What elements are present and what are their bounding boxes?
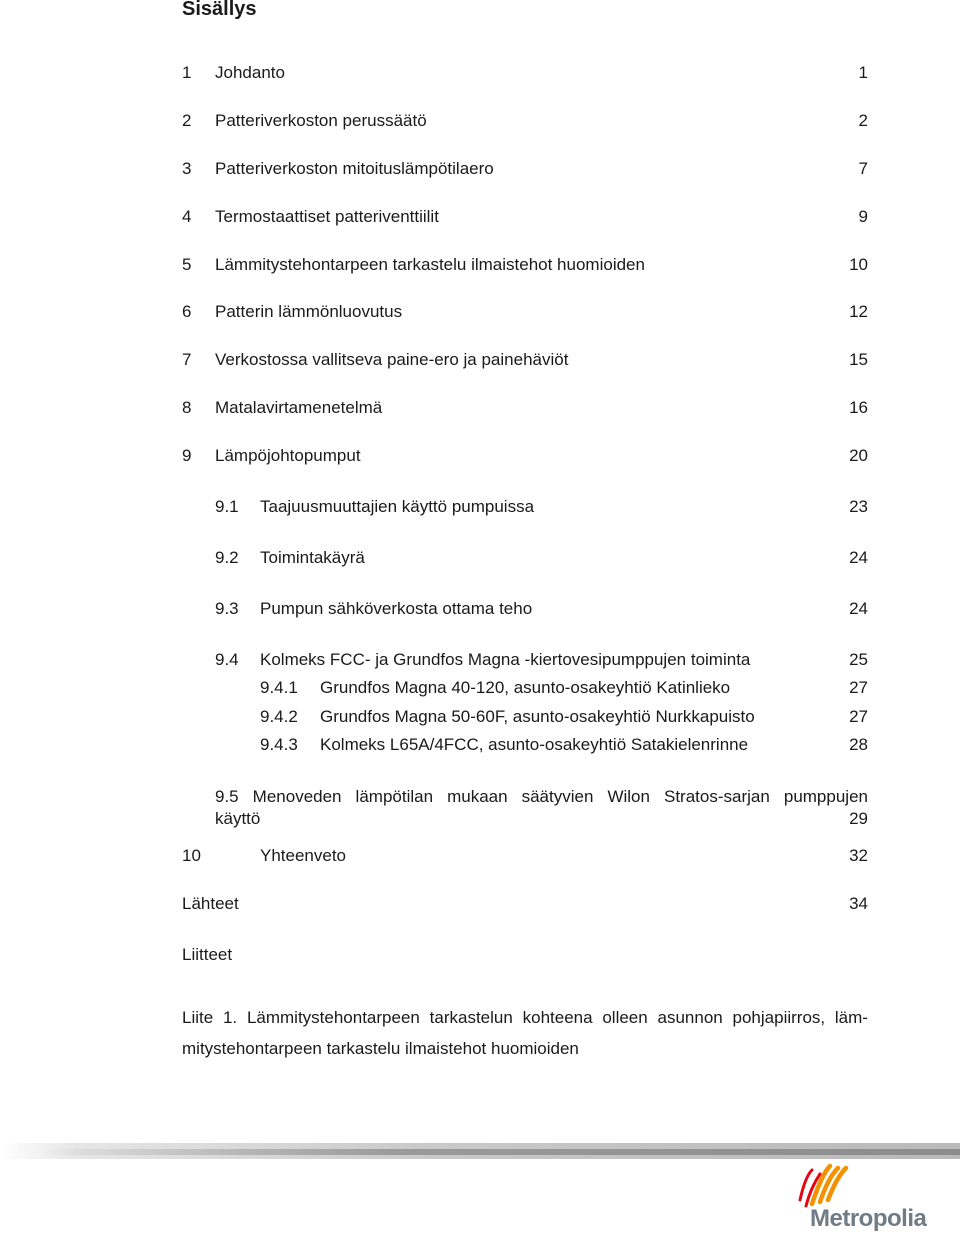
toc-entry[interactable]: [260, 706, 868, 728]
toc-label: Grundfos Magna 40-120, asunto-osakeyhtiö Katinlieko: [320, 678, 731, 697]
toc-label: Toimintakäyrä: [260, 548, 365, 567]
appendix-word: pohjapiirros,: [732, 1008, 826, 1027]
toc-page: 12: [849, 302, 868, 321]
appendix-word: 1.: [222, 1008, 238, 1027]
toc-entry[interactable]: [215, 496, 868, 518]
toc-label: Pumpun sähköverkosta ottama teho: [260, 599, 533, 618]
appendix-word: tarkastelun: [429, 1008, 513, 1027]
toc-entry[interactable]: [215, 786, 868, 830]
toc-label: Lämmitystehontarpeen tarkastelu ilmaistehot huomioiden: [215, 255, 645, 274]
toc-number: 9: [182, 446, 192, 465]
toc-page: 23: [849, 497, 868, 516]
toc-entry-line: [215, 786, 868, 808]
toc-number: 9.4.1: [260, 678, 298, 697]
appendix-word: läm-: [834, 1008, 868, 1027]
toc-number: 1: [182, 63, 192, 82]
page-title: Sisällys: [182, 0, 257, 20]
toc-label: Yhteenveto: [260, 846, 347, 865]
toc-label: Lähteet: [182, 894, 239, 913]
toc-number: 2: [182, 111, 192, 130]
toc-label: Johdanto: [215, 63, 285, 82]
toc-label: Matalavirtamenetelmä: [215, 398, 383, 417]
appendices-heading: Liitteet: [182, 945, 233, 964]
toc-page: 7: [858, 159, 868, 178]
toc-number: 9.2: [215, 548, 239, 567]
appendix-entry[interactable]: [182, 1002, 868, 1064]
toc-entry[interactable]: [182, 62, 868, 84]
toc-number: 7: [182, 350, 192, 369]
toc-entry[interactable]: [182, 158, 868, 180]
toc-page: 20: [849, 446, 868, 465]
toc-entry[interactable]: [182, 845, 868, 867]
toc-page: 27: [849, 707, 868, 726]
toc-label: Lämpöjohtopumput: [215, 446, 361, 465]
toc-number: 10: [182, 846, 201, 865]
toc-label-word: Stratos-sarjan: [664, 787, 770, 806]
appendix-word: kohteena: [522, 1008, 593, 1027]
toc-number: 9.4: [215, 650, 239, 669]
toc-entry[interactable]: [260, 677, 868, 699]
appendix-word: olleen: [602, 1008, 648, 1027]
toc-page: 24: [849, 548, 868, 567]
appendix-line: [182, 1002, 868, 1033]
toc-label-word: mukaan: [447, 787, 508, 806]
toc-label-continuation: käyttö: [215, 809, 261, 828]
toc-page: 9: [858, 207, 868, 226]
appendix-word: asunnon: [657, 1008, 723, 1027]
toc-label-word: pumppujen: [783, 787, 868, 806]
toc-label: Patterin lämmönluovutus: [215, 302, 403, 321]
toc-page: 32: [849, 846, 868, 865]
toc-entry[interactable]: [182, 301, 868, 323]
metropolia-logo-text: Metropolia: [810, 1205, 927, 1232]
toc-number: 5: [182, 255, 192, 274]
toc-number: 9.1: [215, 497, 239, 516]
toc-number: 3: [182, 159, 192, 178]
toc-number: 6: [182, 302, 192, 321]
footer-band-shadow: [40, 1149, 960, 1155]
toc-label-word: Wilon: [607, 787, 650, 806]
toc-number: 8: [182, 398, 192, 417]
toc-entry[interactable]: [182, 445, 868, 467]
toc-number: 9.4.2: [260, 707, 298, 726]
toc-page: 10: [849, 255, 868, 274]
toc-entry[interactable]: [215, 598, 868, 620]
toc-label: Kolmeks L65A/4FCC, asunto-osakeyhtiö Satakielenrinne: [320, 735, 749, 754]
toc-page: 24: [849, 599, 868, 618]
toc-entry[interactable]: [215, 547, 868, 569]
toc-label: Kolmeks FCC- ja Grundfos Magna -kiertovesipumppujen toiminta: [260, 650, 751, 669]
toc-page: 25: [849, 650, 868, 669]
toc-number: 9.3: [215, 599, 239, 618]
toc-entry[interactable]: [182, 206, 868, 228]
appendix-line-continuation: mitystehontarpeen tarkastelu ilmaistehot huomioiden: [182, 1039, 579, 1058]
toc-page: 34: [849, 894, 868, 913]
toc-label-word: säätyvien: [521, 787, 594, 806]
toc-number: 9.5: [215, 787, 239, 806]
toc-label: Termostaattiset patteriventtiilit: [215, 207, 439, 226]
toc-entry[interactable]: [260, 734, 868, 756]
toc-page: 2: [858, 111, 868, 130]
toc-entry[interactable]: [182, 254, 868, 276]
toc-entry[interactable]: [182, 397, 868, 419]
toc-entry[interactable]: [182, 349, 868, 371]
toc-page: 16: [849, 398, 868, 417]
toc-number: 4: [182, 207, 192, 226]
toc-label: Verkostossa vallitseva paine-ero ja painehäviöt: [215, 350, 569, 369]
toc-entry[interactable]: [182, 893, 868, 915]
toc-label: Patteriverkoston perussäätö: [215, 111, 427, 130]
toc-page: 29: [849, 809, 868, 828]
toc-page: 27: [849, 678, 868, 697]
toc-label-word: Menoveden: [252, 787, 342, 806]
toc-entry-line: [215, 808, 868, 830]
toc-page: 15: [849, 350, 868, 369]
toc-label: Patteriverkoston mitoituslämpötilaero: [215, 159, 494, 178]
appendix-word: Liite: [182, 1008, 214, 1027]
toc-entry[interactable]: [182, 110, 868, 132]
toc-page: 1: [858, 63, 868, 82]
toc-label-word: lämpötilan: [355, 787, 434, 806]
toc-number: 9.4.3: [260, 735, 298, 754]
toc-label: Taajuusmuuttajien käyttö pumpuissa: [260, 497, 535, 516]
toc-label: Grundfos Magna 50-60F, asunto-osakeyhtiö Nurkkapuisto: [320, 707, 755, 726]
appendix-word: Lämmitystehontarpeen: [246, 1008, 420, 1027]
toc-entry[interactable]: [215, 649, 868, 671]
toc-page: 28: [849, 735, 868, 754]
